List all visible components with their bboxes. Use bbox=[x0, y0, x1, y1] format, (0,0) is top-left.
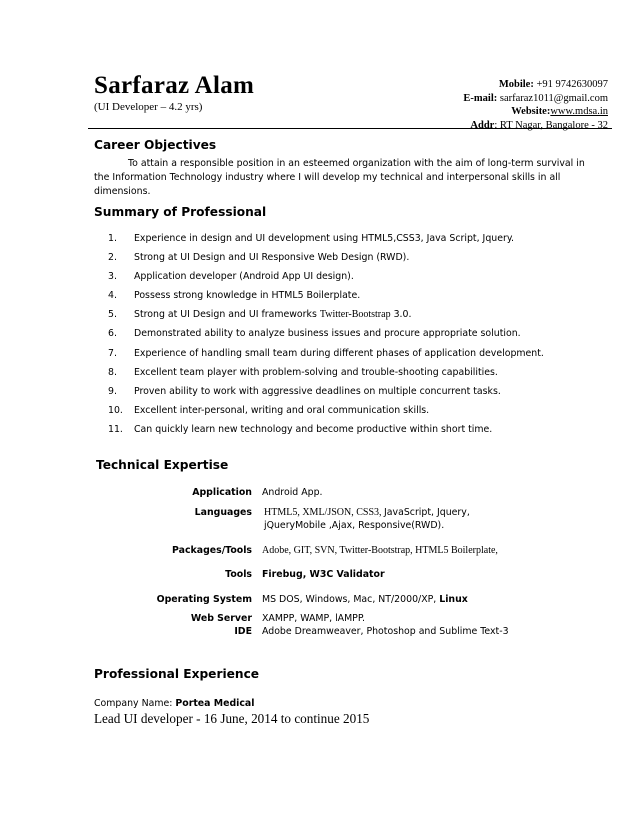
list-text: Experience in design and UI development using HTML5,CSS3, Java Script, Jquery. bbox=[134, 233, 515, 244]
tech-label: Packages/Tools bbox=[172, 545, 252, 556]
list-text: Strong at UI Design and UI frameworks bbox=[134, 309, 320, 321]
email-address[interactable]: sarfaraz1011@gmail.com bbox=[499, 92, 608, 104]
technical-expertise-heading: Technical Expertise bbox=[96, 458, 229, 472]
candidate-name: Sarfaraz Alam bbox=[94, 72, 255, 99]
tech-label: IDE bbox=[234, 626, 252, 637]
list-item bbox=[108, 290, 588, 309]
list-text: Proven ability to work with aggressive deadlines on multiple concurrent tasks. bbox=[134, 385, 501, 397]
professional-experience-heading: Professional Experience bbox=[94, 667, 260, 681]
list-text: Strong at UI Design and UI Responsive Web Design (RWD). bbox=[134, 252, 410, 264]
tech-label: Operating System bbox=[156, 594, 252, 605]
list-text: Experience of handling small team during different phases of application development. bbox=[134, 347, 544, 359]
tech-value-part: Linux bbox=[439, 594, 468, 605]
email-label: E-mail: bbox=[463, 92, 498, 104]
header-divider bbox=[88, 128, 612, 129]
table-row bbox=[0, 569, 638, 583]
list-item bbox=[108, 309, 588, 328]
career-objectives-body: To attain a responsible position in an esteemed organization with the aim of long-term survival in the Information Technology industry where I will develop my technical and interpersonal skills in all dimensions. bbox=[94, 158, 585, 197]
mobile-line bbox=[463, 78, 608, 92]
mobile-label: Mobile: bbox=[498, 79, 534, 90]
list-item bbox=[108, 348, 588, 367]
table-row bbox=[0, 594, 638, 608]
career-objectives-text bbox=[94, 157, 594, 199]
list-item bbox=[108, 328, 588, 347]
tech-value: Firebug, W3C Validator bbox=[262, 569, 385, 580]
list-item bbox=[108, 405, 588, 424]
summary-list bbox=[108, 233, 588, 443]
list-number: 4. bbox=[108, 290, 117, 302]
address-line bbox=[463, 119, 608, 133]
website-line bbox=[463, 105, 608, 119]
list-number: 6. bbox=[108, 328, 117, 340]
tech-value: Android App. bbox=[262, 487, 323, 498]
list-number: 2. bbox=[108, 252, 117, 264]
list-number: 9. bbox=[108, 385, 117, 397]
company-label: Company Name: bbox=[94, 698, 176, 709]
list-text: Can quickly learn new technology and become productive within short time. bbox=[134, 423, 493, 435]
candidate-role: (UI Developer – 4.2 yrs) bbox=[94, 101, 203, 113]
tech-value-part: MS DOS, Windows, Mac, NT/2000/XP, bbox=[262, 594, 440, 605]
list-item bbox=[108, 271, 588, 290]
list-item bbox=[108, 424, 588, 443]
list-number: 8. bbox=[108, 366, 117, 378]
list-text: Demonstrated ability to analyze business issues and procure appropriate solution. bbox=[134, 328, 521, 340]
email-line bbox=[463, 92, 608, 106]
company-line bbox=[94, 697, 254, 711]
list-number: 5. bbox=[108, 309, 117, 321]
website-link[interactable]: www.mdsa.in bbox=[550, 106, 608, 117]
career-objectives-heading: Career Objectives bbox=[94, 138, 217, 152]
tech-label: Languages bbox=[194, 507, 252, 518]
tech-label: Tools bbox=[225, 569, 252, 580]
tech-value-part: JavaScript, Jquery, bbox=[384, 507, 470, 518]
list-item bbox=[108, 233, 588, 252]
list-text: Excellent inter-personal, writing and oral communication skills. bbox=[134, 404, 430, 416]
list-text: Application developer (Android App UI design). bbox=[134, 271, 354, 283]
list-item bbox=[108, 252, 588, 271]
table-row bbox=[0, 613, 638, 627]
table-row bbox=[0, 626, 638, 640]
table-row bbox=[0, 507, 638, 535]
list-number: 11. bbox=[108, 423, 123, 435]
tech-value bbox=[262, 594, 522, 607]
list-text-version: 3.0. bbox=[390, 309, 412, 321]
list-text: Possess strong knowledge in HTML5 Boilerplate. bbox=[134, 290, 361, 302]
website-label: Website: bbox=[511, 106, 551, 117]
list-number: 7. bbox=[108, 347, 117, 359]
list-text-framework: Twitter-Bootstrap bbox=[319, 309, 391, 321]
tech-value bbox=[264, 507, 524, 532]
tech-label: Application bbox=[192, 487, 252, 498]
table-row bbox=[0, 487, 638, 501]
list-item bbox=[108, 367, 588, 386]
address-text: : RT Nagar, Bangalore - 32 bbox=[494, 119, 608, 131]
tech-value: Adobe, GIT, SVN, Twitter-Bootstrap, HTML5 Boilerplate, bbox=[262, 545, 498, 556]
tech-value-part: jQueryMobile ,Ajax, Responsive(RWD). bbox=[264, 519, 445, 531]
table-row bbox=[0, 545, 638, 559]
tech-value-part: HTML5, XML/JSON, CSS3, bbox=[264, 507, 385, 518]
tech-value: XAMPP, WAMP, lAMPP. bbox=[262, 613, 365, 624]
summary-heading: Summary of Professional bbox=[94, 205, 267, 219]
list-number: 10. bbox=[108, 404, 123, 416]
position-line: Lead UI developer - 16 June, 2014 to continue 2015 bbox=[94, 711, 370, 726]
contact-block bbox=[463, 78, 608, 132]
list-number: 1. bbox=[108, 233, 117, 244]
list-text: Excellent team player with problem-solving and trouble-shooting capabilities. bbox=[134, 366, 498, 378]
list-number: 3. bbox=[108, 271, 117, 283]
address-label: Addr bbox=[470, 119, 495, 131]
list-item bbox=[108, 386, 588, 405]
tech-value: Adobe Dreamweaver, Photoshop and Sublime Text-3 bbox=[262, 626, 509, 637]
mobile-number: +91 9742630097 bbox=[536, 79, 608, 90]
company-name: Portea Medical bbox=[175, 698, 255, 709]
tech-label: Web Server bbox=[190, 613, 252, 624]
